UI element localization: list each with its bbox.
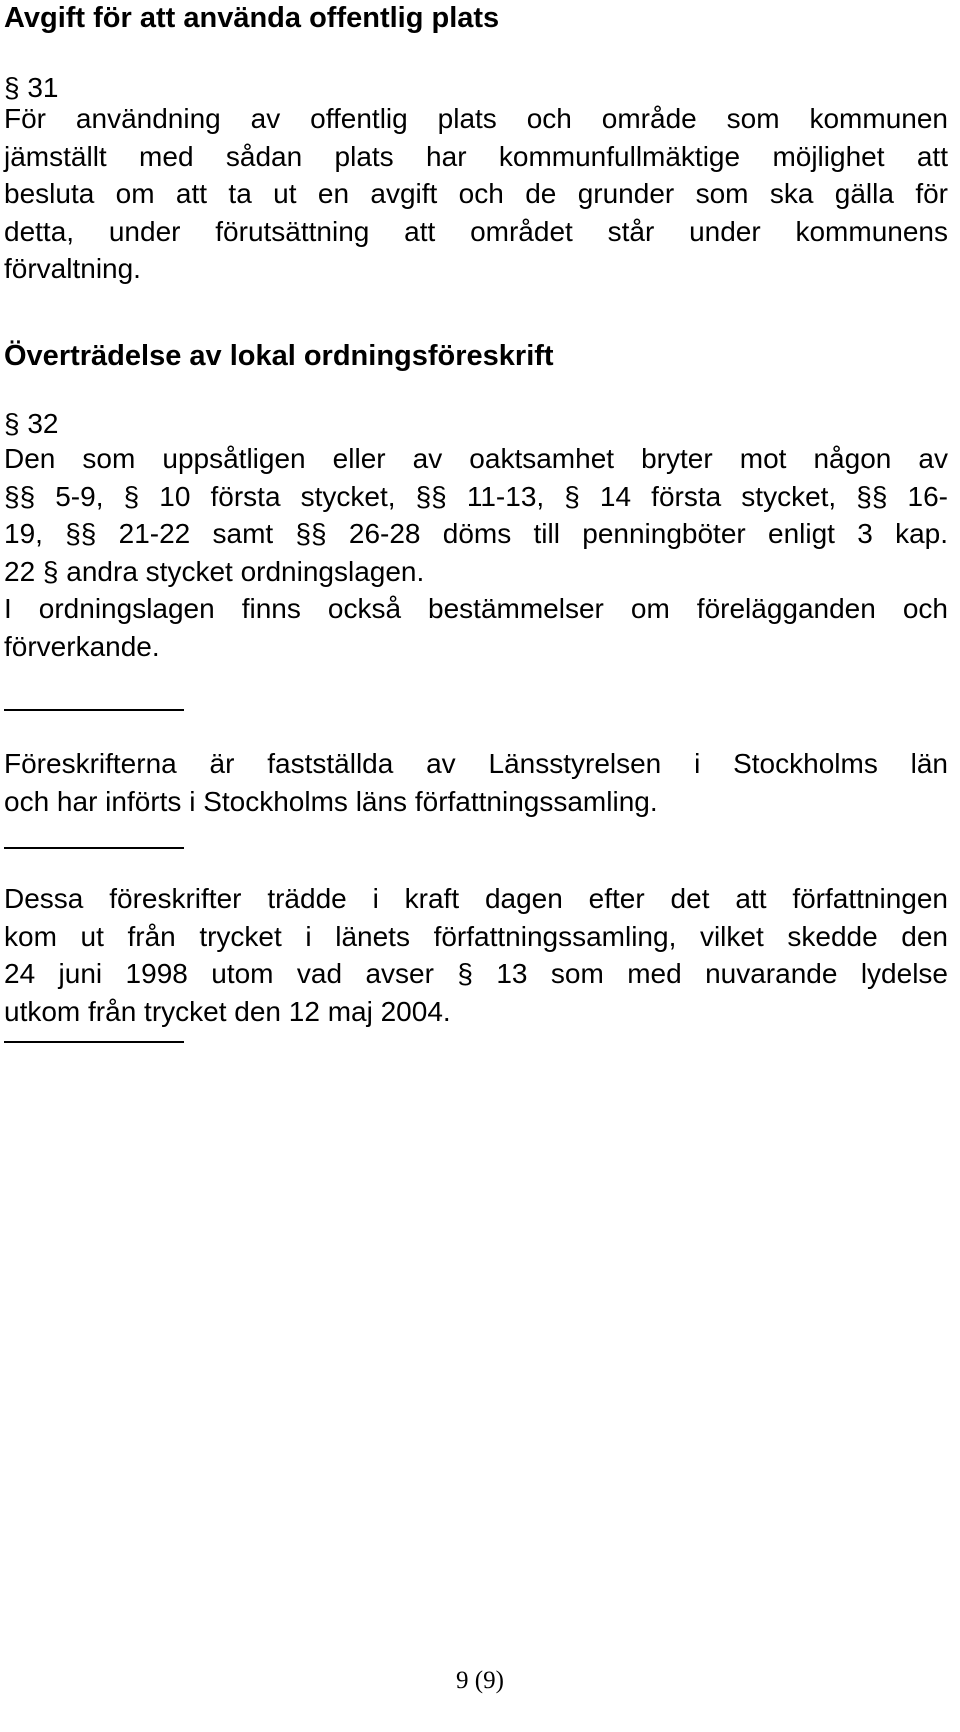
text-line: besluta om att ta ut en avgift och de grunder som ska gälla för — [4, 178, 948, 209]
text-line: I ordningslagen finns också bestämmelser om förelägganden och — [4, 593, 948, 624]
text-line: jämställt med sådan plats har kommunfullmäktige möjlighet att — [4, 140, 948, 172]
text-line: kom ut från trycket i länets författningssamling, vilket skedde den — [4, 920, 948, 952]
text-line: utkom från trycket den 12 maj 2004. — [4, 995, 451, 1027]
text-line: Dessa föreskrifter trädde i kraft dagen efter det att författningen — [4, 883, 948, 914]
text-line: detta, under förutsättning att området står under kommunens — [4, 215, 948, 247]
paragraph-number-31: § 31 — [4, 72, 59, 103]
text-line: För användning av offentlig plats och område som kommunen — [4, 103, 948, 134]
paragraph-32-body — [4, 440, 948, 665]
separator-rule — [4, 1041, 184, 1043]
text-line: Den som uppsåtligen eller av oaktsamhet bryter mot någon av — [4, 443, 948, 474]
section-heading-fee: Avgift för att använda offentlig plats — [4, 2, 500, 34]
effective-note — [4, 880, 948, 1030]
separator-rule — [4, 709, 184, 711]
text-line: och har införts i Stockholms läns författningssamling. — [4, 785, 658, 817]
text-line: förverkande. — [4, 630, 160, 662]
text-line: 19, §§ 21-22 samt §§ 26-28 döms till penningböter enligt 3 kap. — [4, 518, 948, 549]
separator-rule — [4, 847, 184, 849]
text-line: 22 § andra stycket ordningslagen. — [4, 555, 425, 587]
text-line: 24 juni 1998 utom vad avser § 13 som med nuvarande lydelse — [4, 958, 948, 989]
adoption-note — [4, 745, 948, 820]
text-line: Föreskrifterna är fastställda av Länsstyrelsen i Stockholms län — [4, 748, 948, 779]
page-number: 9 (9) — [456, 1667, 504, 1694]
section-heading-violation: Överträdelse av lokal ordningsföreskrift — [4, 340, 554, 372]
text-line: förvaltning. — [4, 253, 141, 284]
text-line: §§ 5-9, § 10 första stycket, §§ 11-13, § 14 första stycket, §§ 16- — [4, 480, 948, 512]
paragraph-number-32: § 32 — [4, 408, 59, 439]
paragraph-31-body — [4, 100, 948, 288]
